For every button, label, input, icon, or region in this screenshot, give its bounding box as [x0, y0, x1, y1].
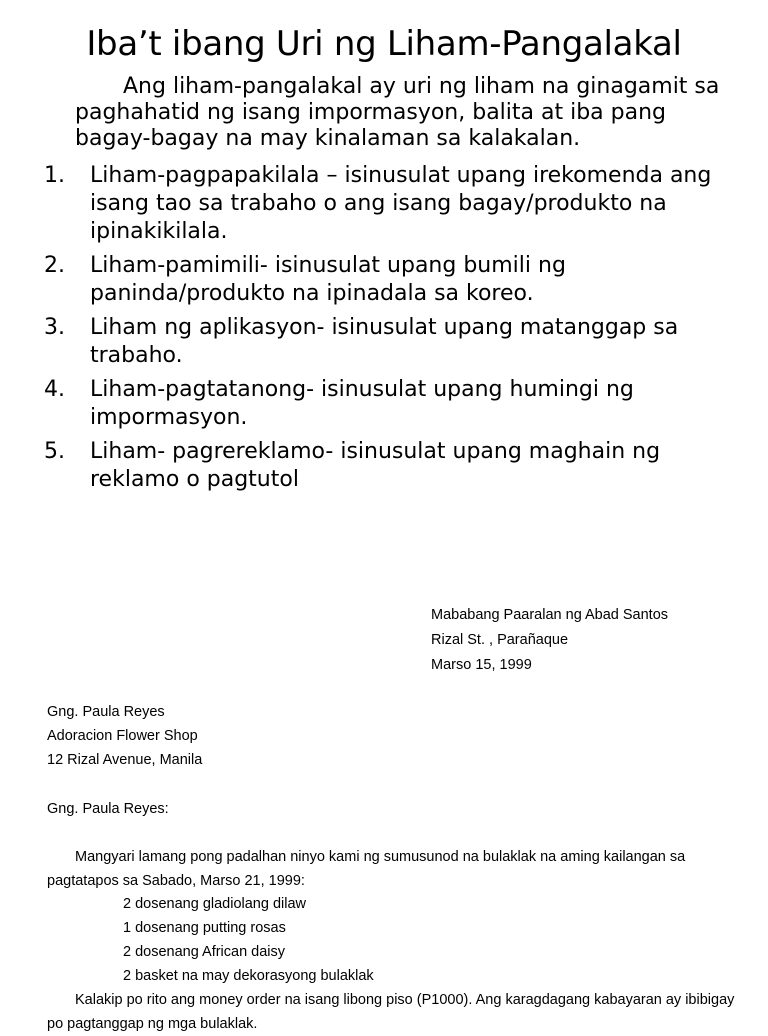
- list-item: 5. Liham- pagrereklamo- isinusulat upang maghain ng reklamo o pagtutol: [44, 439, 661, 492]
- list-item: 2. Liham-pamimili- isinusulat upang bumili ng paninda/produkto na ipinadala sa koreo.: [44, 253, 566, 306]
- recipient-name: Gng. Paula Reyes: [47, 704, 165, 720]
- list-item: 4. Liham-pagtatanong- isinusulat upang humingi ng impormasyon.: [44, 377, 634, 430]
- page-title: Iba’t ibang Uri ng Liham-Pangalakal: [86, 24, 682, 64]
- order-item: 2 dosenang African daisy: [123, 944, 286, 960]
- letter-body-paragraph-1: Mangyari lamang pong padalhan ninyo kami ng sumusunod na bulaklak na aming kailangan sa pagtatapos sa Sabado, Marso 21, 1999:: [47, 849, 686, 889]
- intro-text: Ang liham-pangalakal ay uri ng liham na ginagamit sa paghahatid ng isang impormasyon, balita at iba pang bagay-bagay na may kinalaman sa kalakalan.: [75, 74, 720, 151]
- inside-address: [47, 700, 202, 772]
- recipient-address: 12 Rizal Avenue, Manila: [47, 752, 203, 768]
- order-item: 2 dosenang gladiolang dilaw: [123, 896, 307, 912]
- intro-paragraph: [75, 74, 735, 152]
- salutation: Gng. Paula Reyes:: [47, 801, 169, 817]
- recipient-company: Adoracion Flower Shop: [47, 728, 198, 744]
- order-item: 1 dosenang putting rosas: [123, 920, 286, 936]
- letter-body-paragraph-2: Kalakip po rito ang money order na isang libong piso (P1000). Ang karagdagang kabayaran ay ibibigay po pagtanggap ng mga bulaklak.: [47, 992, 735, 1032]
- order-list: [123, 892, 374, 988]
- letter-types-list: [44, 162, 734, 500]
- sender-school: Mababang Paaralan ng Abad Santos: [431, 607, 669, 623]
- sender-street: Rizal St. , Parañaque: [431, 632, 569, 648]
- list-item: 3. Liham ng aplikasyon- isinusulat upang matanggap sa trabaho.: [44, 315, 679, 368]
- list-item: 1. Liham-pagpapakilala – isinusulat upang irekomenda ang isang tao sa trabaho o ang isang bagay/produkto na ipinakikilala.: [44, 163, 712, 244]
- letter-date: Marso 15, 1999: [431, 657, 532, 673]
- order-item: 2 basket na may dekorasyong bulaklak: [123, 968, 374, 984]
- letter-heading: [431, 603, 668, 678]
